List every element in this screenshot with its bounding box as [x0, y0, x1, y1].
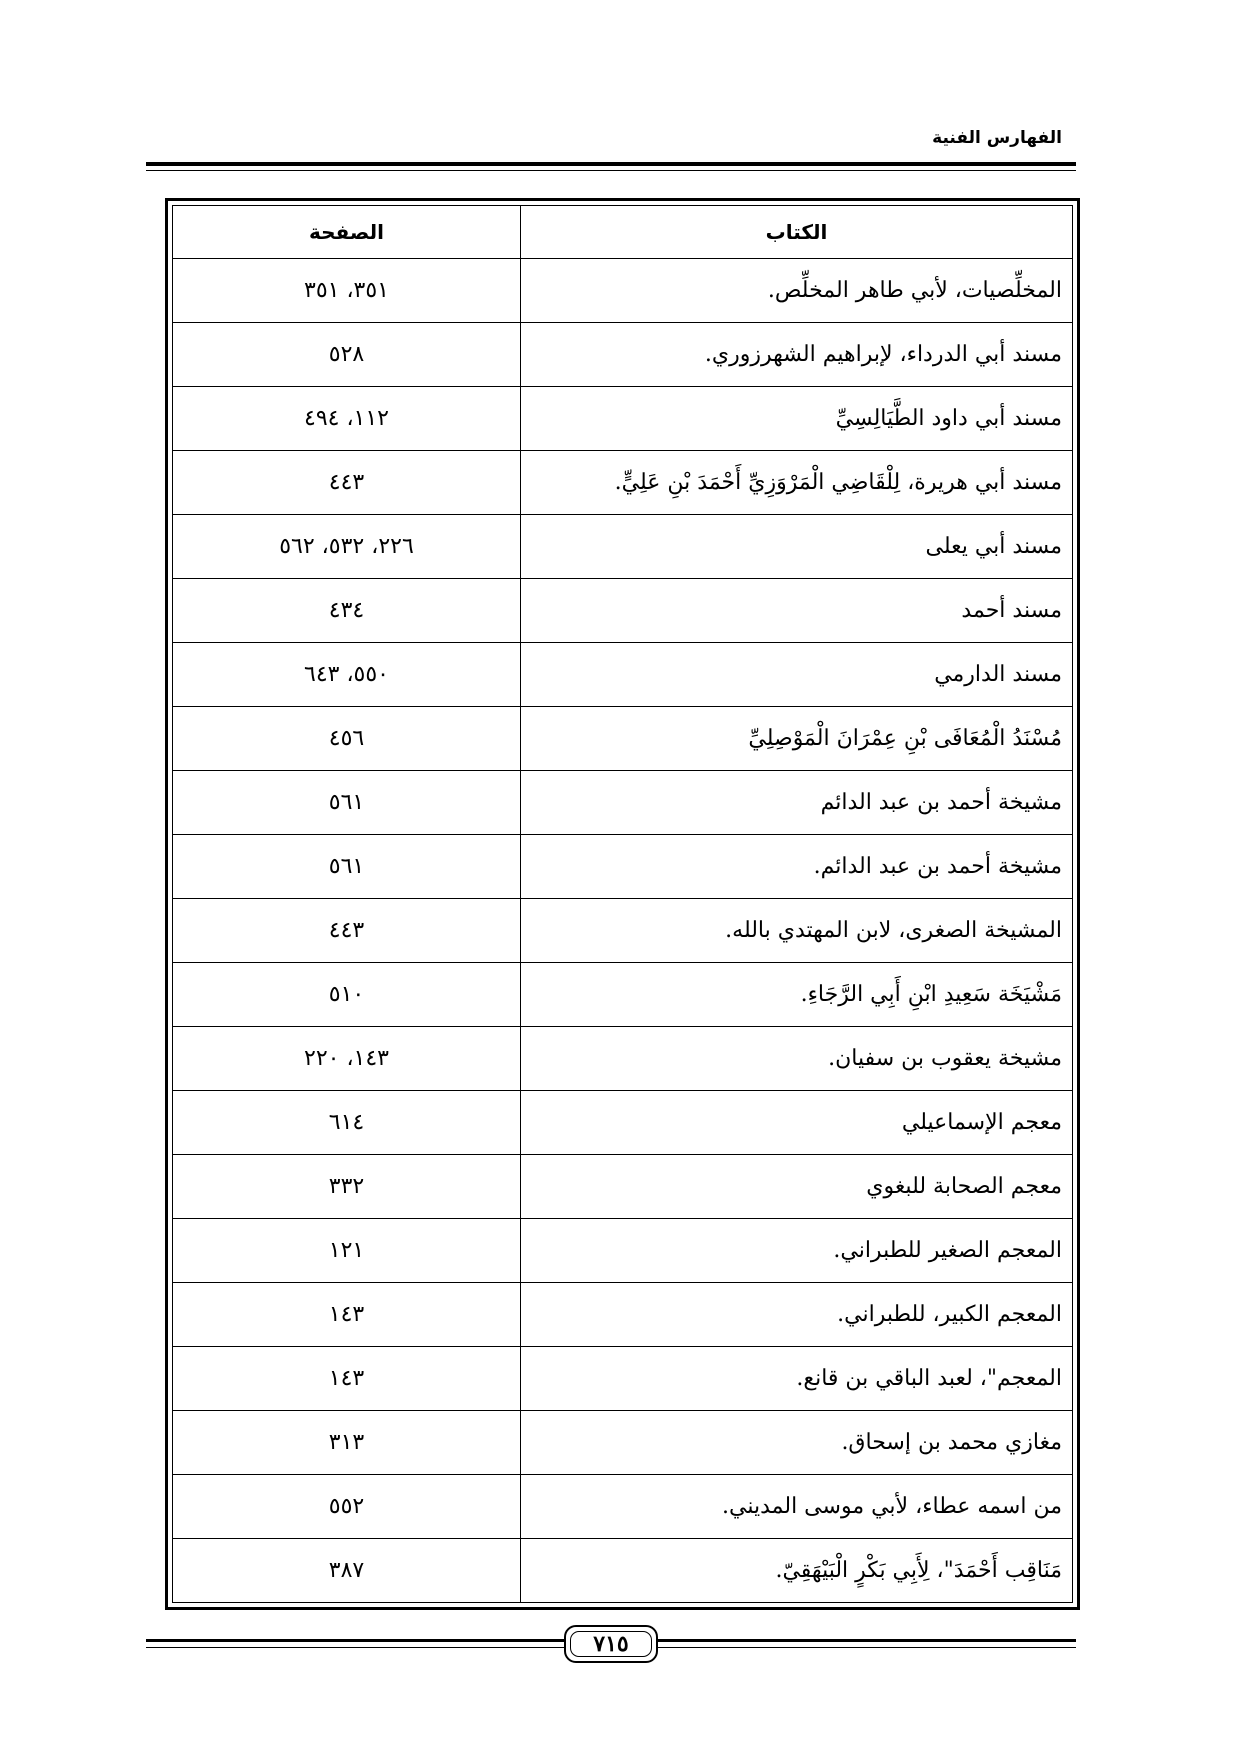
book-title-cell: المخلِّصيات، لأبي طاهر المخلِّص.: [521, 259, 1073, 323]
table-row: [173, 707, 1073, 771]
page-numbers-cell: ١٤٣: [173, 1283, 521, 1347]
book-title-cell: معجم الصحابة للبغوي: [521, 1155, 1073, 1219]
book-title-cell: مغازي محمد بن إسحاق.: [521, 1411, 1073, 1475]
page-numbers-cell: ١٢١: [173, 1219, 521, 1283]
page-numbers-cell: ٤٣٤: [173, 579, 521, 643]
page-numbers-cell: ٥٦١: [173, 835, 521, 899]
book-title-cell: مسند أبي هريرة، لِلْقَاضِي الْمَرْوَزِيِّ أَحْمَدَ بْنِ عَلِيٍّ.: [521, 451, 1073, 515]
book-title-cell: المعجم الكبير، للطبراني.: [521, 1283, 1073, 1347]
page-numbers-cell: ٣١٣: [173, 1411, 521, 1475]
page-numbers-cell: ٣٥١، ٣٥١: [173, 259, 521, 323]
book-title-cell: مشيخة أحمد بن عبد الدائم.: [521, 835, 1073, 899]
table-row: [173, 323, 1073, 387]
table-row: [173, 899, 1073, 963]
book-title-cell: من اسمه عطاء، لأبي موسى المديني.: [521, 1475, 1073, 1539]
page-numbers-cell: ١٤٣، ٢٢٠: [173, 1027, 521, 1091]
table-row: [173, 1027, 1073, 1091]
table-row: [173, 1155, 1073, 1219]
page-numbers-cell: ٤٤٣: [173, 451, 521, 515]
page-footer: [146, 1625, 1076, 1665]
page-numbers-cell: ١٤٣: [173, 1347, 521, 1411]
column-header-page: الصفحة: [173, 206, 521, 259]
book-title-cell: مسند أبي داود الطَّيَالِسِيِّ: [521, 387, 1073, 451]
book-title-cell: مسند الدارمي: [521, 643, 1073, 707]
index-table-frame: [165, 198, 1080, 1610]
page-numbers-cell: ٥٢٨: [173, 323, 521, 387]
page-numbers-cell: ٣٨٧: [173, 1539, 521, 1603]
page-numbers-cell: ٤٥٦: [173, 707, 521, 771]
table-row: [173, 1475, 1073, 1539]
table-row: [173, 579, 1073, 643]
table-row: [173, 1539, 1073, 1603]
page-numbers-cell: ١١٢، ٤٩٤: [173, 387, 521, 451]
table-row: [173, 515, 1073, 579]
page-numbers-cell: ٦١٤: [173, 1091, 521, 1155]
table-row: [173, 963, 1073, 1027]
table-row: [173, 1219, 1073, 1283]
table-row: [173, 1091, 1073, 1155]
book-title-cell: المعجم الصغير للطبراني.: [521, 1219, 1073, 1283]
book-title-cell: مشيخة يعقوب بن سفيان.: [521, 1027, 1073, 1091]
page-numbers-cell: ٥٥٢: [173, 1475, 521, 1539]
table-row: [173, 1347, 1073, 1411]
header-rule: [146, 162, 1076, 166]
table-row: [173, 835, 1073, 899]
table-row: [173, 451, 1073, 515]
table-header-row: [173, 206, 1073, 259]
book-title-cell: مشيخة أحمد بن عبد الدائم: [521, 771, 1073, 835]
book-title-cell: معجم الإسماعيلي: [521, 1091, 1073, 1155]
table-row: [173, 387, 1073, 451]
book-title-cell: مَنَاقِب أَحْمَدَ"، لِأَبِي بَكْرٍ الْبَيْهَقِيّ.: [521, 1539, 1073, 1603]
page-numbers-cell: ٤٤٣: [173, 899, 521, 963]
table-row: [173, 771, 1073, 835]
running-head: الفهارس الفنية: [932, 128, 1062, 148]
book-title-cell: مسند أحمد: [521, 579, 1073, 643]
table-row: [173, 1283, 1073, 1347]
book-title-cell: مسند أبي يعلى: [521, 515, 1073, 579]
book-title-cell: مُسْنَدُ الْمُعَافَى بْنِ عِمْرَانَ الْمَوْصِلِيِّ: [521, 707, 1073, 771]
page-numbers-cell: ٥١٠: [173, 963, 521, 1027]
table-row: [173, 1411, 1073, 1475]
page-number: ٧١٥: [564, 1625, 658, 1663]
book-index-table: [172, 205, 1073, 1603]
book-title-cell: المعجم"، لعبد الباقي بن قانع.: [521, 1347, 1073, 1411]
book-title-cell: المشيخة الصغرى، لابن المهتدي بالله.: [521, 899, 1073, 963]
column-header-book: الكتاب: [521, 206, 1073, 259]
book-title-cell: مسند أبي الدرداء، لإبراهيم الشهرزوري.: [521, 323, 1073, 387]
page-numbers-cell: ٣٣٢: [173, 1155, 521, 1219]
page-numbers-cell: ٥٦١: [173, 771, 521, 835]
page-numbers-cell: ٢٢٦، ٥٣٢، ٥٦٢: [173, 515, 521, 579]
book-title-cell: مَشْيَخَة سَعِيدِ ابْنِ أَبِي الرَّجَاءِ.: [521, 963, 1073, 1027]
page-numbers-cell: ٥٥٠، ٦٤٣: [173, 643, 521, 707]
header-rule-thin: [146, 170, 1076, 171]
table-row: [173, 643, 1073, 707]
table-row: [173, 259, 1073, 323]
